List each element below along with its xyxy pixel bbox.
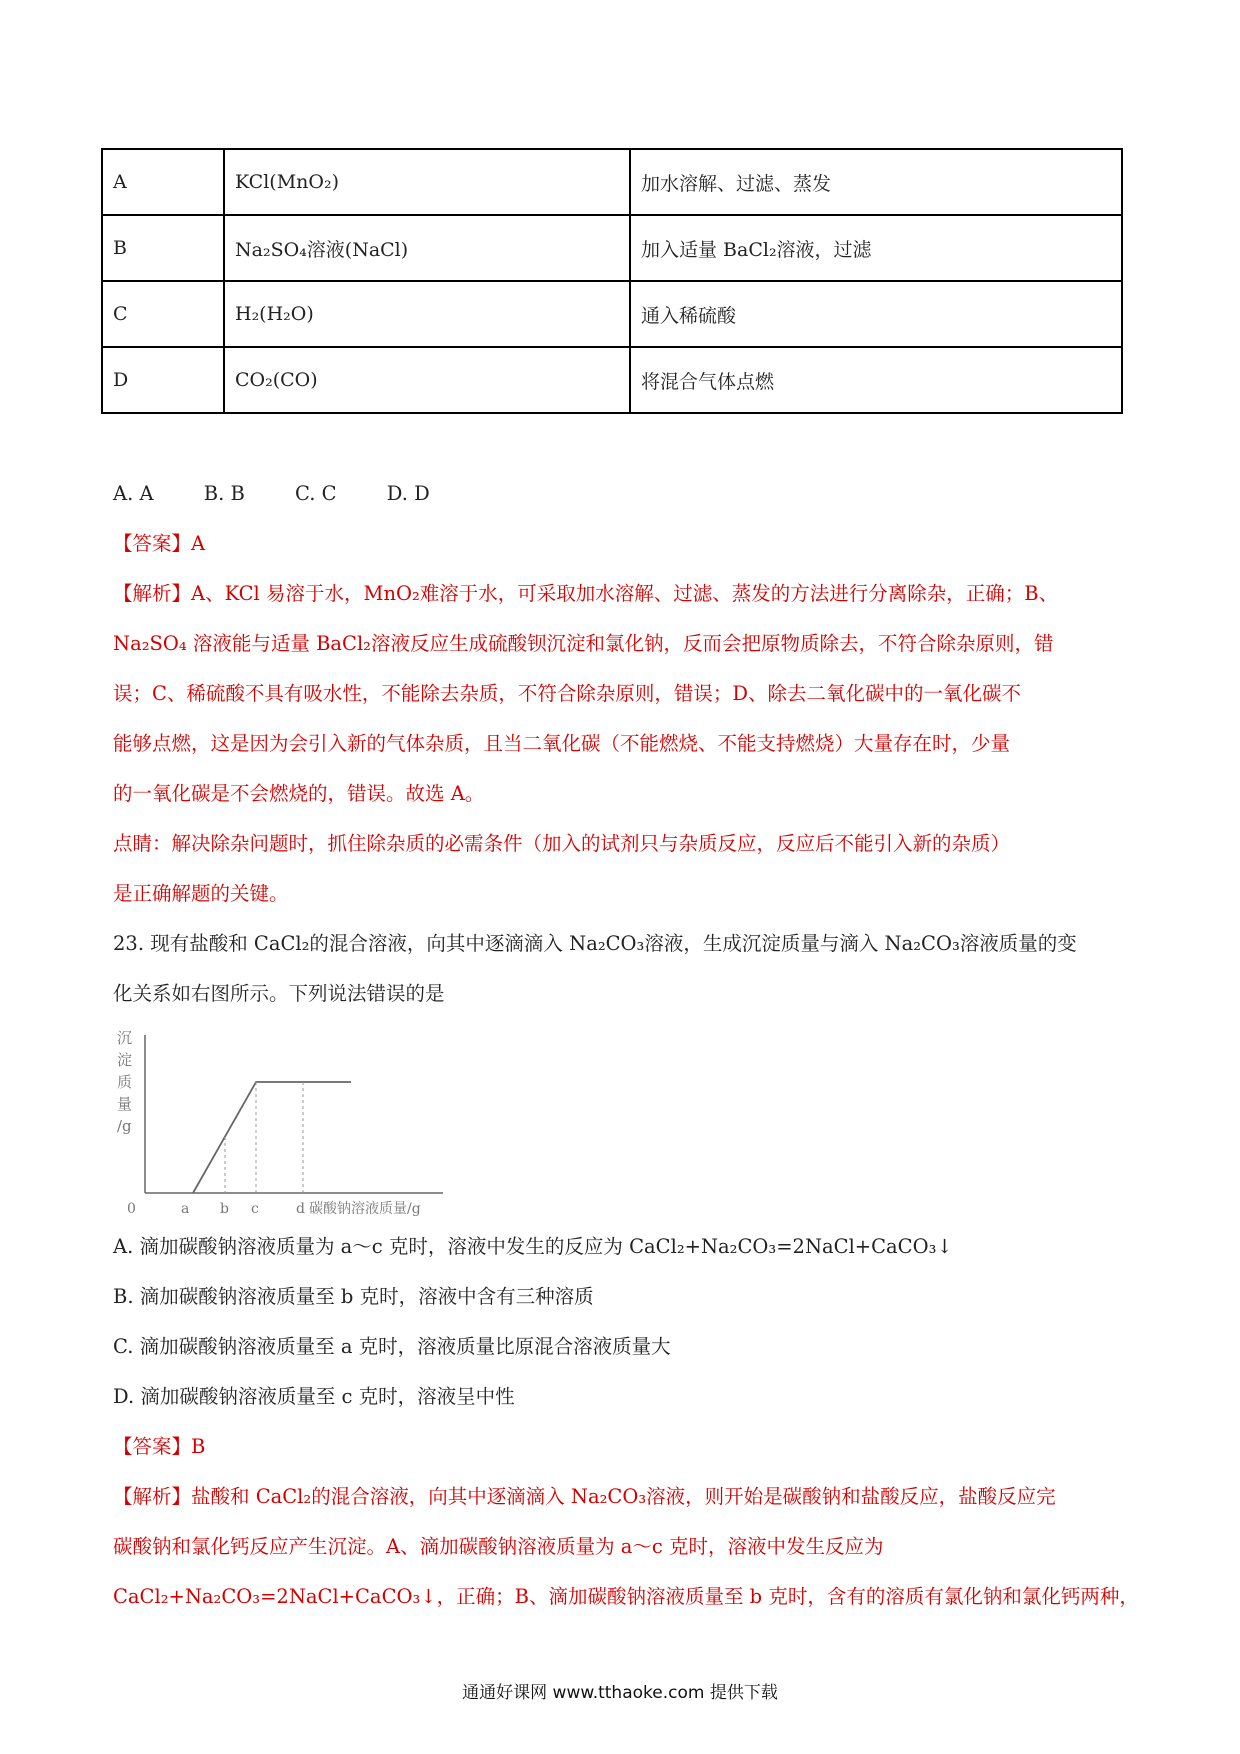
q22-analysis-line: 【解析】A、KCl 易溶于水，MnO₂难溶于水，可采取加水溶解、过滤、蒸发的方法进行分离除杂，正确；B、 xyxy=(113,582,1059,605)
q22-answer: 【答案】A xyxy=(113,532,206,555)
table-row xyxy=(102,149,1122,215)
choice-c: C. C xyxy=(295,482,337,505)
method-cell: 加水溶解、过滤、蒸发 xyxy=(630,149,1122,215)
q22-analysis-line: 能够点燃，这是因为会引入新的气体杂质，且当二氧化碳（不能燃烧、不能支持燃烧）大量存在时，少量 xyxy=(113,732,1011,755)
tick-c: c xyxy=(251,1201,259,1217)
method-cell: 通入稀硫酸 xyxy=(630,281,1122,347)
q22-analysis-line: 的一氧化碳是不会燃烧的，错误。故选 A。 xyxy=(113,782,485,805)
q23-option-d: D. 滴加碳酸钠溶液质量至 c 克时，溶液呈中性 xyxy=(113,1385,515,1408)
origin-label: 0 xyxy=(127,1201,136,1217)
tick-d: d xyxy=(296,1201,305,1217)
q23-answer: 【答案】B xyxy=(113,1435,206,1458)
choice-a: A. A xyxy=(113,482,154,505)
row-label: B xyxy=(102,215,224,281)
q23-option-b: B. 滴加碳酸钠溶液质量至 b 克时，溶液中含有三种溶质 xyxy=(113,1285,594,1308)
y-axis-label xyxy=(117,1029,132,1135)
q22-tip-line: 点睛：解决除杂问题时，抓住除杂质的必需条件（加入的试剂只与杂质反应，反应后不能引入新的杂质） xyxy=(113,832,1011,855)
tick-a: a xyxy=(181,1201,190,1217)
precipitate-graph xyxy=(113,1025,473,1225)
q23-stem-line: 化关系如右图所示。下列说法错误的是 xyxy=(113,982,445,1005)
method-cell: 将混合气体点燃 xyxy=(630,347,1122,413)
table-row xyxy=(102,347,1122,413)
table-row xyxy=(102,215,1122,281)
tick-b: b xyxy=(220,1201,229,1217)
q23-stem-line: 23. 现有盐酸和 CaCl₂的混合溶液，向其中逐滴滴入 Na₂CO₃溶液，生成沉淀质量与滴入 Na₂CO₃溶液质量的变 xyxy=(113,932,1077,955)
options-table xyxy=(101,148,1123,414)
row-label: A xyxy=(102,149,224,215)
footer-text: 通通好课网 www.tthaoke.com 提供下载 xyxy=(462,1683,778,1703)
row-label: C xyxy=(102,281,224,347)
substance-cell: CO₂(CO) xyxy=(224,347,630,413)
y-axis-char: 量 xyxy=(117,1095,133,1113)
method-cell: 加入适量 BaCl₂溶液，过滤 xyxy=(630,215,1122,281)
q22-tip-line: 是正确解题的关键。 xyxy=(113,882,289,905)
q22-analysis-line: 误；C、稀硫酸不具有吸水性，不能除去杂质，不符合除杂原则，错误；D、除去二氧化碳中的一氧化碳不 xyxy=(113,682,1022,705)
y-axis-char: 淀 xyxy=(117,1051,133,1069)
choice-d: D. D xyxy=(386,482,430,505)
q23-analysis-line: CaCl₂+Na₂CO₃=2NaCl+CaCO₃↓，正确；B、滴加碳酸钠溶液质量至 b 克时，含有的溶质有氯化钠和氯化钙两种， xyxy=(113,1585,1139,1608)
substance-cell: Na₂SO₄溶液(NaCl) xyxy=(224,215,630,281)
q23-option-a: A. 滴加碳酸钠溶液质量为 a～c 克时，溶液中发生的反应为 CaCl₂+Na₂CO₃=2NaCl+CaCO₃↓ xyxy=(113,1235,953,1258)
q22-choices xyxy=(113,479,430,509)
table-row xyxy=(102,281,1122,347)
choice-b: B. B xyxy=(203,482,245,505)
row-label: D xyxy=(102,347,224,413)
q23-analysis-line: 碳酸钠和氯化钙反应产生沉淀。A、滴加碳酸钠溶液质量为 a～c 克时，溶液中发生反应为 xyxy=(113,1535,884,1558)
precipitate-curve xyxy=(193,1082,351,1193)
q23-option-c: C. 滴加碳酸钠溶液质量至 a 克时，溶液质量比原混合溶液质量大 xyxy=(113,1335,671,1358)
q22-analysis-line: Na₂SO₄ 溶液能与适量 BaCl₂溶液反应生成硫酸钡沉淀和氯化钠，反而会把原物质除去，不符合除杂原则，错 xyxy=(113,632,1054,655)
y-axis-char: /g xyxy=(117,1117,132,1135)
substance-cell: KCl(MnO₂) xyxy=(224,149,630,215)
y-axis-char: 质 xyxy=(117,1073,133,1091)
substance-cell: H₂(H₂O) xyxy=(224,281,630,347)
q23-analysis-line: 【解析】盐酸和 CaCl₂的混合溶液，向其中逐滴滴入 Na₂CO₃溶液，则开始是碳酸钠和盐酸反应，盐酸反应完 xyxy=(113,1485,1056,1508)
y-axis-char: 沉 xyxy=(117,1029,133,1047)
x-axis-label: 碳酸钠溶液质量/g xyxy=(309,1201,421,1217)
